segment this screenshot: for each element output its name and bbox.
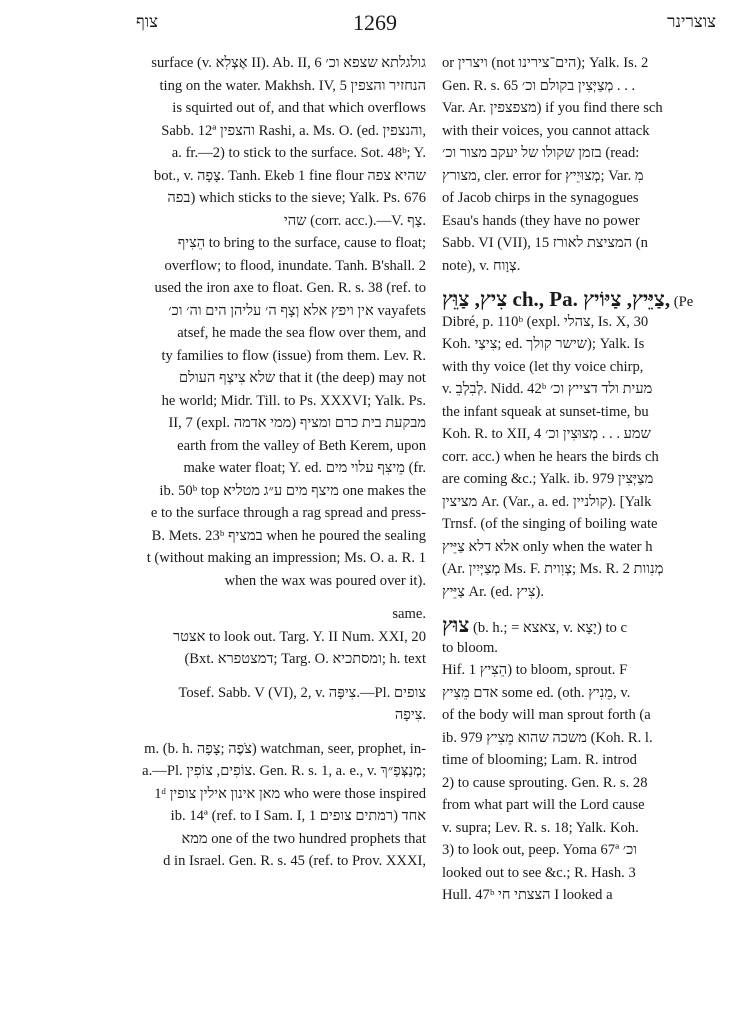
text-line: is squirted out of, and that which overflows [172, 100, 426, 116]
text-line: atsef, he made the sea flow over them, and [177, 325, 426, 341]
entry-headword: צוּץ [442, 614, 470, 637]
text-line: time of blooming; Lam. R. introd [442, 752, 637, 768]
text-line: when the wax was poured over it). [224, 572, 426, 589]
text-line: e to the surface through a rag spread and press- [150, 505, 426, 521]
text-line: Esau's hands (they have no power [442, 212, 640, 229]
text-line: overflow; to flood, inundate. Tanh. B'shall. 2 [164, 257, 426, 274]
text-line: to bloom. [442, 639, 498, 656]
text-line: Hif. הֵצִיץ 1) to bloom, sprout. F [442, 662, 628, 678]
text-line: אין ויפץ אלא וְצָף ה׳ עליהן הים וה׳ וכ׳ vayafets [168, 302, 426, 319]
text-line: II, 7 (expl. ממי אדמה) מבקעת בית כרם ומציף [168, 415, 426, 431]
text-line: Koh. R. to XII, 4 שמע . . . מְצוּצִין וכ׳ [442, 426, 651, 442]
text-line: צַיֵּיץ Ar. (ed. צִיץ). [442, 583, 544, 600]
text-line: a.—Pl. צוֹפִים, צוֹפִין. Gen. R. s. 1, a. e., v. מְנַצְּפַ״ךְ; [142, 763, 426, 779]
text-line: ty families to flow (issue) from them. Lev. R. [161, 347, 426, 364]
text-line: looked out to see &c.; R. Hash. 3 [442, 864, 636, 881]
text-line: of Jacob chirps in the synagogues [442, 190, 639, 206]
text-line: בזמן שקולו של יעקב מצור וכ׳ (read: [442, 145, 640, 161]
text-line: אדם מֵצִיץ some ed. (oth. מֵנִיץ, v. [442, 684, 631, 701]
text-line: or ויצרין (not הים־צירינו); Yalk. Is. 2 [442, 55, 649, 71]
text-line: of the body will man sprout forth (a [442, 707, 651, 723]
text-line: בפה) which sticks to the sieve; Yalk. Ps. 676 [167, 190, 426, 206]
page-number: 1269 [353, 10, 397, 35]
text-line: used the iron axe to float. Gen. R. s. 38 (ref. to [154, 280, 426, 296]
text-line: are coming &c.; Yalk. ib. 979 מצַיְּצִין [442, 471, 654, 487]
entry-headword: צִיץ, צַוֵּץ ch., Pa. צַיֵּיץ, צַיּוֹיץ, [442, 288, 671, 311]
text-line: מציצין Ar. (Var., a. ed. קולניין). [Yalk [442, 493, 652, 510]
text-line: ting on the water. Makhsh. IV, 5 הנחזיר והצפין [159, 77, 426, 94]
text-line: m. (b. h. צֹפֶה ;צָפָה) watchman, seer, prophet, in- [144, 740, 426, 757]
text-line: אלא דלא צַיֵּיץ only when the water h [442, 538, 653, 555]
paragraph-gap [442, 603, 750, 614]
text-line: Gen. R. s. 65 מְצַיְּצִין בקולם וכ׳ . . . [442, 77, 636, 94]
text-line: Trnsf. (of the singing of boiling wate [442, 516, 658, 532]
left-column [0, 52, 426, 1023]
text-line: Hull. 47ᵇ הצצתי חי I looked a [442, 887, 613, 903]
text-line: same. [392, 606, 426, 622]
page-header [0, 8, 750, 40]
text-line: make water float; Y. ed. מֵיצִף עלוי מים (fr. [183, 460, 426, 476]
text-line: bot., v. צָפָה. Tanh. Ekeb 1 fine flour שהיא צפה [153, 167, 426, 184]
paragraph-gap [442, 277, 750, 288]
text-line: שלא צִיצְף העולם that it (the deep) may not [179, 370, 426, 386]
text-line: (Bxt. דמצטפרא; Targ. O. ומסתכיא; h. text [184, 651, 426, 667]
text-line: surface (v. אֶצְלִא II). Ab. II, 6 גולגלתא שצפא וכ׳ [151, 55, 426, 71]
text-line: note), v. צְוָוח. [442, 257, 521, 274]
text-line: 1ᵈ מאן אינון אילין צופין who were those inspired [154, 785, 426, 802]
paragraph-gap [0, 727, 426, 738]
text-line: ib. 50ᵇ top מיצף מים ע״ג מטליא one makes the [159, 482, 426, 499]
text-line: B. Mets. 23ᵇ במציף when he poured the sealing [151, 527, 426, 544]
text-line: d in Israel. Gen. R. s. 45 (ref. to Prov. XXXI, [163, 853, 426, 869]
text-line: Var. Ar. מצפצפין) if you find there sch [442, 100, 663, 116]
text-line: Koh. צִיצַי; ed. שישר קולך); Yalk. Is [442, 336, 645, 352]
text-line: 2) to cause sprouting. Gen. R. s. 28 [442, 774, 648, 791]
text-line: from what part will the Lord cause [442, 797, 645, 813]
text-line: (Ar. מְצַיְּיִין Ms. F. צְוִוית; Ms. R. 2 מְנִוות [442, 561, 664, 577]
text-line: v. לְבִלְבֵ. Nidd. 42ᵇ מעית ולד דצייץ וכ׳ [442, 381, 653, 397]
text-line: אצטר to look out. Targ. Y. II Num. XXI, 20 [173, 628, 426, 645]
text-line: צִיפָה. [394, 707, 426, 723]
text-line: Dibré, p. 110ᵇ (expl. צהלי, Is. X, 30 [442, 313, 649, 330]
text-line: הֵצִיף to bring to the surface, cause to float; [177, 235, 426, 251]
text-line: corr. acc.) when he hears the birds ch [442, 448, 659, 465]
text-line: ממא one of the two hundred prophets that [181, 830, 426, 847]
text-line: צוּץ (b. h.; = צאצא, v. יָצָא) to c [442, 614, 627, 637]
text-line: t (without making an impression; Ms. O. a. R. 1 [146, 550, 426, 566]
running-head-left: צוף [136, 12, 159, 31]
text-line: a. fr.—2) to stick to the surface. Sot. 48ᵇ; Y. [171, 145, 426, 161]
text-line: צִיץ, צַוֵּץ ch., Pa. צַיֵּיץ, צַיּוֹיץ, (Pe [442, 288, 694, 311]
text-line: Sabb. 12ª והצפין Rashi, a. Ms. O. (ed. והנצפין, [161, 122, 426, 139]
text-line: Sabb. VI (VII), 15 המציצת לאורז (n [442, 235, 648, 251]
text-line: 3) to look out, peep. Yoma 67ª וכ׳ [442, 842, 638, 858]
text-line: with thy voice (let thy voice chirp, [442, 358, 644, 375]
paragraph-gap [0, 671, 426, 682]
text-line: מצורץ, cler. error for מְצוּיֵיץ; Var. מִ [442, 167, 644, 184]
paragraph-gap [0, 592, 426, 603]
running-head-right: צוצרינר [667, 12, 716, 31]
text-line: with their voices, you cannot attack [442, 122, 650, 139]
text-line: ib. 14ª (ref. to I Sam. I, 1 רמתים צופים) אחד [170, 808, 426, 824]
text-line: the infant squeak at sunset-time, bu [442, 403, 649, 420]
text-line: v. supra; Lev. R. s. 18; Yalk. Koh. [442, 819, 639, 836]
right-column [442, 52, 750, 1023]
text-line: earth from the valley of Beth Kerem, upon [177, 437, 426, 454]
text-line: שהי (corr. acc.).—V. צָף. [283, 212, 426, 229]
text-line: Tosef. Sabb. V (VI), 2, v. צִיפָּה.—Pl. צופים [178, 684, 426, 701]
text-line: he world; Midr. Till. to Ps. XXXVI; Yalk. Ps. [161, 392, 426, 409]
text-line: ib. 979 משכה שהוא מֵצִיץ (Koh. R. l. [442, 729, 653, 746]
